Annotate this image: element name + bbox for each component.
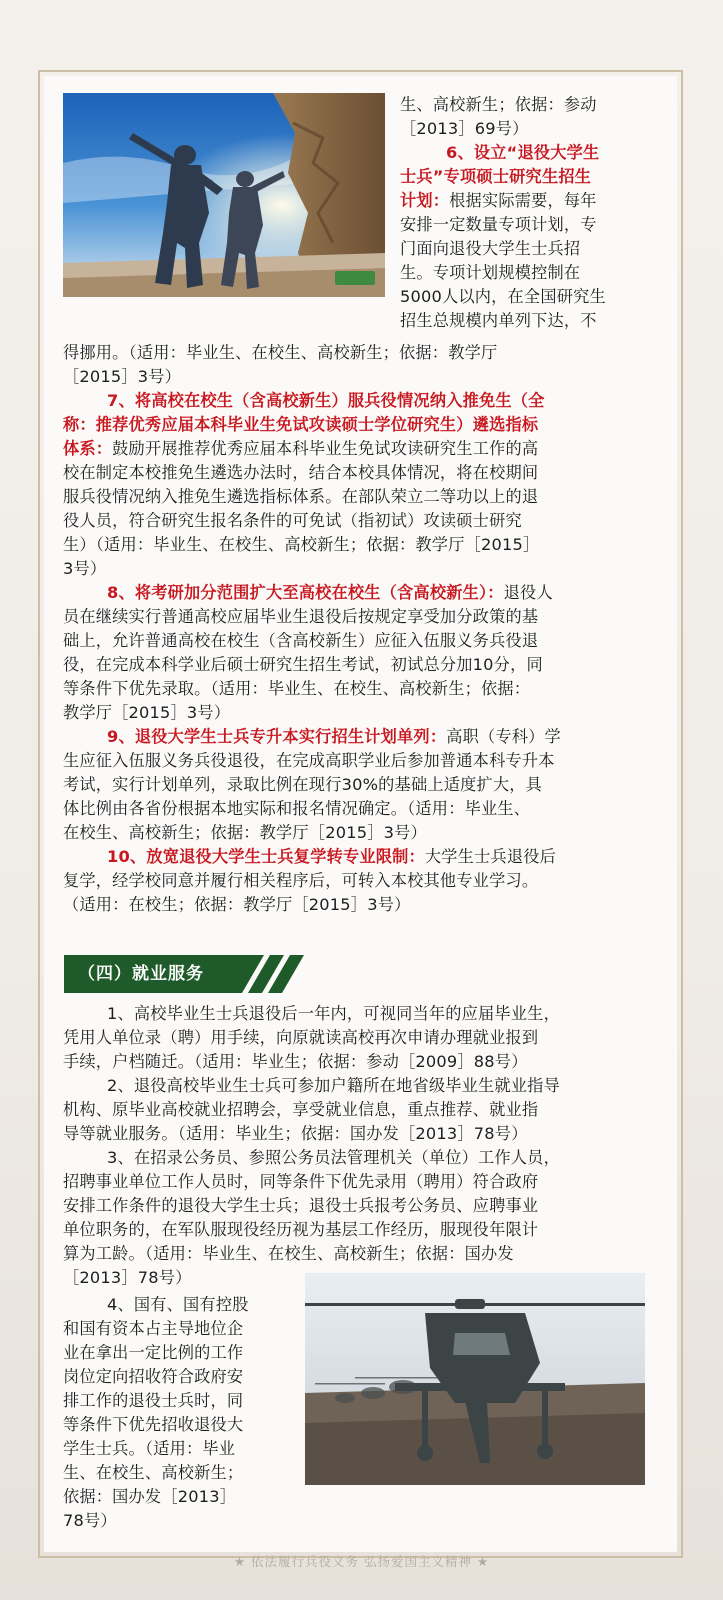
p4-line-8: 生、在校生、高校新生； <box>63 1463 244 1482</box>
p4-line-2: 和国有资本占主导地位企 <box>63 1319 244 1338</box>
item6-body-line-2: 安排一定数量专项计划，专 <box>400 215 597 234</box>
item9-body-line-5: 在校生、高校新生；依据：教学厅［2015］3号） <box>63 823 427 842</box>
item7-body-line-3: 服兵役情况纳入推免生遴选指标体系。在部队荣立二等功以上的退 <box>63 487 539 506</box>
item7-title-line-3: 体系： <box>63 439 113 458</box>
item8-body-line-4: 役，在完成本科学业后硕士研究生招生考试，初试总分加10分，同 <box>63 655 543 674</box>
item6-body-line-4: 生。专项计划规模控制在 <box>400 263 581 282</box>
item9-body-line-1: 高职（专科）学 <box>446 727 561 746</box>
p3-line-3: 安排工作条件的退役大学生士兵；退役士兵报考公务员、应聘事业 <box>63 1196 539 1215</box>
top-line-1: 生、高校新生；依据：参动 <box>400 95 597 114</box>
item8-body-line-3: 础上，允许普通高校在校生（含高校新生）应征入伍服义务兵役退 <box>63 631 539 650</box>
item8-line-1 <box>63 581 663 605</box>
soldiers-photo <box>63 93 385 297</box>
p1-line-2: 凭用人单位录（聘）用手续，向原就读高校再次申请办理就业报到 <box>63 1028 539 1047</box>
item10-body-line-3: （适用：在校生；依据：教学厅［2015］3号） <box>63 895 411 914</box>
p3-line-1: 3、在招录公务员、参照公务员法管理机关（单位）工作人员， <box>107 1148 560 1167</box>
item7-body-line-2: 校在制定本校推免生遴选办法时，结合本校具体情况，将在校期间 <box>63 463 539 482</box>
p3-line-4: 单位职务的，在军队服现役经历视为基层工作经历，服现役年限计 <box>63 1220 539 1239</box>
p3-line-5: 算为工龄。（适用：毕业生、在校生、高校新生；依据：国办发 <box>63 1244 514 1263</box>
item6-body-line-1: 根据实际需要，每年 <box>449 191 597 210</box>
item10-title: 10、放宽退役大学生士兵复学转专业限制： <box>107 847 425 866</box>
p4-line-5: 排工作的退役士兵时，同 <box>63 1391 244 1410</box>
item10-body-line-2: 复学，经学校同意并履行相关程序后，可转入本校其他专业学习。 <box>63 871 539 890</box>
item9-line-1 <box>63 725 663 749</box>
helicopter-photo <box>305 1273 645 1485</box>
item7-line-3 <box>63 437 663 461</box>
top-right-text <box>400 93 670 333</box>
p3-line-6: ［2013］78号） <box>63 1268 192 1287</box>
top-line-2: ［2013］69号） <box>400 119 529 138</box>
item9-body-line-2: 生应征入伍服义务兵役退役，在完成高职学业后参加普通本科专升本 <box>63 751 555 770</box>
item6-body-line-3: 门面向退役大学生士兵招 <box>400 239 581 258</box>
p2-line-3: 导等就业服务。（适用：毕业生；依据：国办发［2013］78号） <box>63 1124 528 1143</box>
p1-line-3: 手续，户档随迁。（适用：毕业生；依据：参动［2009］88号） <box>63 1052 528 1071</box>
item8-title: 8、将考研加分范围扩大至高校在校生（含高校新生）： <box>107 583 504 602</box>
p4-line-6: 等条件下优先招收退役大 <box>63 1415 244 1434</box>
item6-body-line-7: 得挪用。（适用：毕业生、在校生、高校新生；依据：教学厅 <box>63 343 498 362</box>
section-heading: （四）就业服务 <box>78 964 204 984</box>
item6-title-line-2: 士兵”专项硕士研究生招生 <box>400 167 592 186</box>
item8-body-line-5: 等条件下优先录取。（适用：毕业生、在校生、高校新生；依据： <box>63 679 531 698</box>
item7-body-line-6: 3号） <box>63 559 107 578</box>
section-heading-bar <box>64 955 314 993</box>
item10-body-line-1: 大学生士兵退役后 <box>424 847 557 866</box>
item6-body-line-6: 招生总规模内单列下达，不 <box>400 311 597 330</box>
p4-line-4: 岗位定向招收符合政府安 <box>63 1367 244 1386</box>
footer-slogan: ★ 依法履行兵役义务 弘扬爱国主义精神 ★ <box>233 1554 490 1569</box>
p4-line-7: 学生士兵。（适用：毕业 <box>63 1439 236 1458</box>
p4-line-9: 依据：国办发［2013］ <box>63 1487 237 1506</box>
item8-body-line-2: 员在继续实行普通高校应届毕业生退役后按规定享受加分政策的基 <box>63 607 539 626</box>
item7-body-line-1: 鼓励开展推荐优秀应届本科毕业生免试攻读研究生工作的高 <box>112 439 539 458</box>
item8-body-line-1: 退役人 <box>503 583 553 602</box>
p2-line-2: 机构、原毕业高校就业招聘会，享受就业信息，重点推荐、就业指 <box>63 1100 539 1119</box>
item10-line-1 <box>63 845 663 869</box>
p2-line-1: 2、退役高校毕业生士兵可参加户籍所在地省级毕业生就业指导 <box>107 1076 560 1095</box>
p4-text <box>63 1293 303 1533</box>
item9-title: 9、退役大学生士兵专升本实行招生计划单列： <box>107 727 447 746</box>
item6-line-3 <box>400 189 670 213</box>
item6-body-line-5: 5000人以内，在全国研究生 <box>400 287 606 306</box>
item7-body-line-5: 生）（适用：毕业生、在校生、高校新生；依据：教学厅［2015］ <box>63 535 540 554</box>
item6-body-line-8: ［2015］3号） <box>63 367 182 386</box>
section4-text <box>63 1002 663 1290</box>
item9-body-line-3: 考试，实行计划单列，录取比例在现行30%的基础上适度扩大，具 <box>63 775 543 794</box>
p4-line-10: 78号） <box>63 1511 117 1530</box>
item8-body-line-6: 教学厅［2015］3号） <box>63 703 231 722</box>
p1-line-1: 1、高校毕业生士兵退役后一年内，可视同当年的应届毕业生， <box>107 1004 560 1023</box>
item6-title-line-1: 6、设立“退役大学生 <box>446 143 600 162</box>
p4-line-1: 4、国有、国有控股 <box>107 1295 249 1314</box>
item7-title-line-2: 称：推荐优秀应届本科毕业生免试攻读硕士学位研究生）遴选指标 <box>63 415 539 434</box>
item6-title-line-3: 计划： <box>400 191 450 210</box>
p3-line-2: 招聘事业单位工作人员时，同等条件下优先录用（聘用）符合政府 <box>63 1172 539 1191</box>
item7-body-line-4: 役人员，符合研究生报名条件的可免试（指初试）攻读硕士研究 <box>63 511 522 530</box>
item9-body-line-4: 体比例由各省份根据本地实际和报名情况确定。（适用：毕业生、 <box>63 799 531 818</box>
p4-line-3: 业在拿出一定比例的工作 <box>63 1343 244 1362</box>
item7-title-line-1: 7、将高校在校生（含高校新生）服兵役情况纳入推免生（全 <box>107 391 545 410</box>
main-text <box>63 341 663 917</box>
